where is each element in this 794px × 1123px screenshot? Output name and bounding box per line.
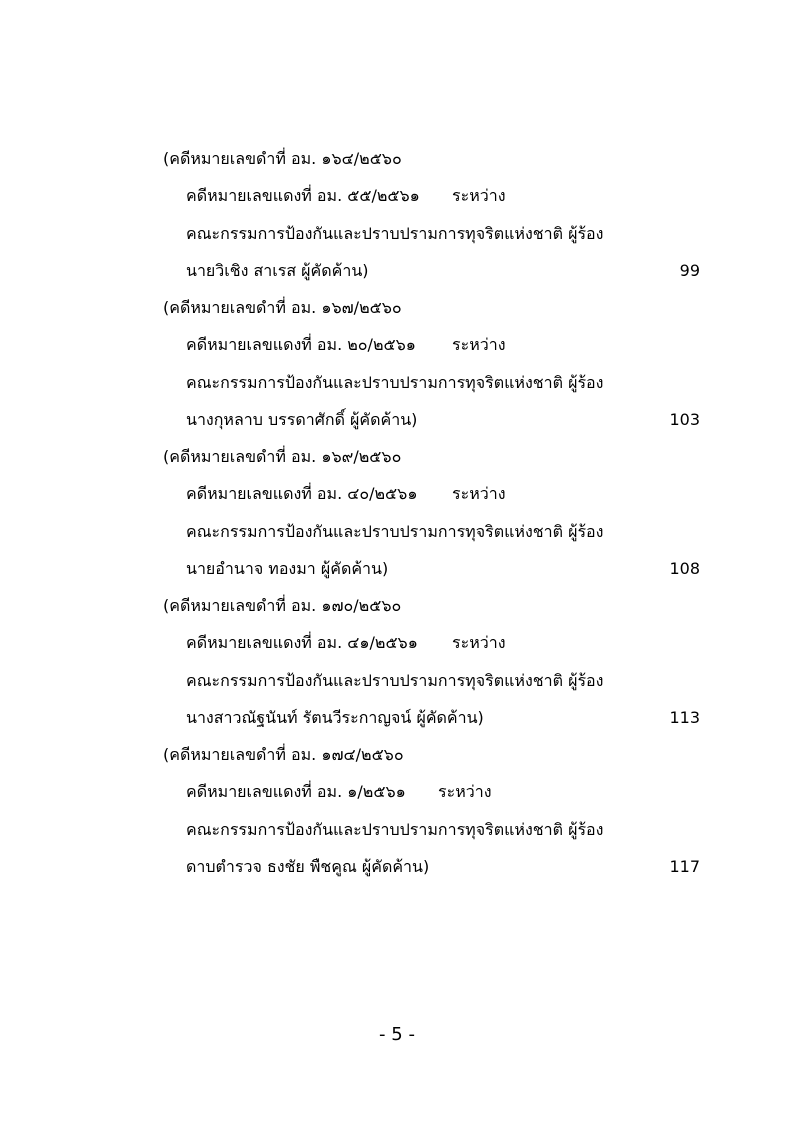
- defendant: ดาบตำรวจ ธงชัย พืชคูณ ผู้คัดค้าน): [186, 856, 430, 876]
- defendant: นายวิเชิง สาเรส ผู้คัดค้าน): [186, 260, 369, 280]
- red-case-number: คดีหมายเลขแดงที่ อม. ๒๐/๒๕๖๑: [186, 335, 416, 355]
- black-case-number: (คดีหมายเลขดำที่ อม. ๑๗๐/๒๕๖๐: [163, 596, 402, 616]
- plaintiff: คณะกรรมการป้องกันและปราบปรามการทุจริตแห่งชาติ ผู้ร้อง: [186, 223, 604, 243]
- page-number-footer: - 5 -: [379, 1024, 415, 1045]
- defendant: นางกุหลาบ บรรดาศักดิ์ ผู้คัดค้าน): [186, 409, 418, 429]
- page-reference: 103: [669, 409, 700, 429]
- page-reference: 108: [669, 558, 700, 578]
- defendant: นางสาวณัฐนันท์ รัตนวีระกาญจน์ ผู้คัดค้าน): [186, 707, 484, 727]
- red-case-number: คดีหมายเลขแดงที่ อม. ๑/๒๕๖๑: [186, 782, 406, 802]
- black-case-number: (คดีหมายเลขดำที่ อม. ๑๗๔/๒๕๖๐: [163, 745, 404, 765]
- plaintiff: คณะกรรมการป้องกันและปราบปรามการทุจริตแห่งชาติ ผู้ร้อง: [186, 670, 604, 690]
- between-label: ระหว่าง: [452, 335, 506, 355]
- plaintiff: คณะกรรมการป้องกันและปราบปรามการทุจริตแห่งชาติ ผู้ร้อง: [186, 819, 604, 839]
- between-label: ระหว่าง: [452, 484, 506, 504]
- red-case-number: คดีหมายเลขแดงที่ อม. ๕๕/๒๕๖๑: [186, 186, 420, 206]
- black-case-number: (คดีหมายเลขดำที่ อม. ๑๖๙/๒๕๖๐: [163, 447, 402, 467]
- red-case-number: คดีหมายเลขแดงที่ อม. ๔๑/๒๕๖๑: [186, 633, 418, 653]
- between-label: ระหว่าง: [452, 186, 506, 206]
- between-label: ระหว่าง: [438, 782, 492, 802]
- page-reference: 99: [679, 260, 700, 280]
- plaintiff: คณะกรรมการป้องกันและปราบปรามการทุจริตแห่งชาติ ผู้ร้อง: [186, 521, 604, 541]
- red-case-number: คดีหมายเลขแดงที่ อม. ๔๐/๒๕๖๑: [186, 484, 418, 504]
- page-reference: 117: [669, 856, 700, 876]
- between-label: ระหว่าง: [452, 633, 506, 653]
- page-reference: 113: [669, 707, 700, 727]
- defendant: นายอำนาจ ทองมา ผู้คัดค้าน): [186, 558, 389, 578]
- black-case-number: (คดีหมายเลขดำที่ อม. ๑๖๗/๒๕๖๐: [163, 298, 402, 318]
- black-case-number: (คดีหมายเลขดำที่ อม. ๑๖๔/๒๕๖๐: [163, 149, 402, 168]
- plaintiff: คณะกรรมการป้องกันและปราบปรามการทุจริตแห่งชาติ ผู้ร้อง: [186, 372, 604, 392]
